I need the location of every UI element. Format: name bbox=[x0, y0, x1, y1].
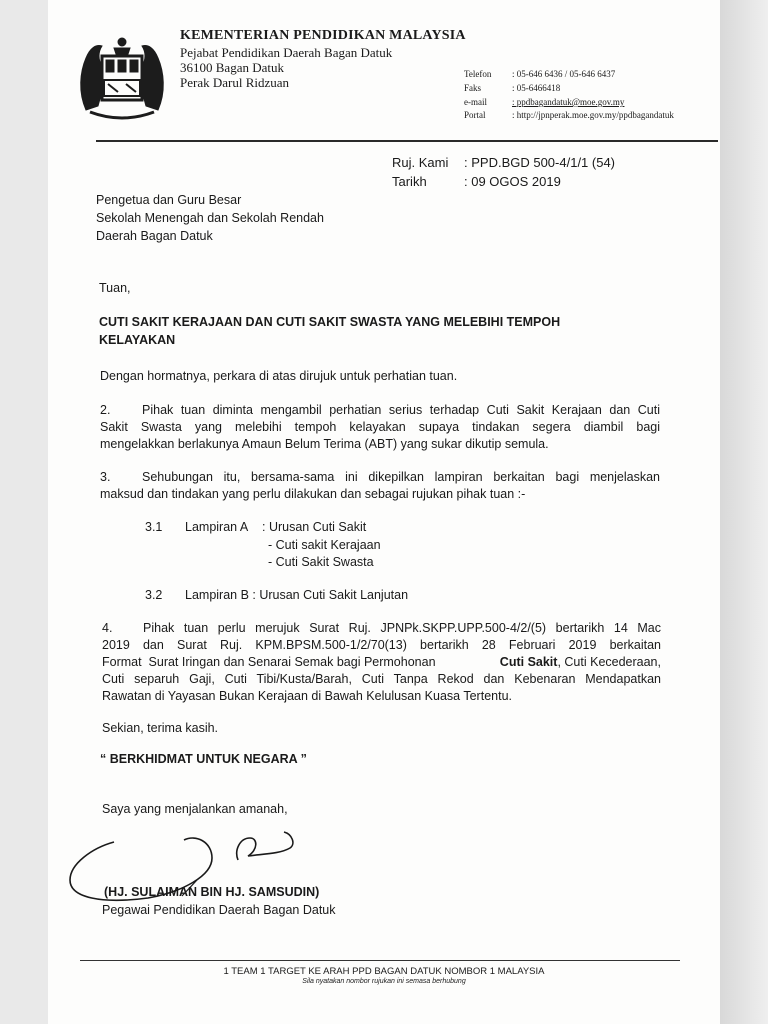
para4-line: Rawatan di Yayasan Bukan Kerajaan di Bawah Kelulusan Kuasa Tertentu. bbox=[102, 689, 512, 703]
para2-number: 2. bbox=[100, 403, 111, 417]
malaysia-coat-of-arms-icon bbox=[72, 32, 172, 122]
footer-divider bbox=[80, 960, 680, 961]
footer-slogan: 1 TEAM 1 TARGET KE ARAH PPD BAGAN DATUK NOMBOR 1 MALAYSIA bbox=[223, 966, 545, 977]
para4-line3-post: , Cuti Kecederaan, bbox=[557, 655, 661, 669]
para4-line: 2019 dan Surat Ruj. KPM.BPSM.500-1/2/70(13) bertarikh 28 Februari 2019 berkaitan bbox=[102, 638, 661, 652]
contact-label-email: e-mail bbox=[464, 97, 487, 107]
para4-line3 bbox=[102, 655, 661, 669]
ruj-kami-label: Ruj. Kami bbox=[392, 155, 449, 170]
office-name: Pejabat Pendidikan Daerah Bagan Datuk bbox=[180, 45, 393, 60]
salutation: Tuan, bbox=[99, 281, 131, 295]
item-3-1-number: 3.1 bbox=[145, 520, 163, 534]
recipient-line: Daerah Bagan Datuk bbox=[96, 229, 213, 243]
office-postcode: 36100 Bagan Datuk bbox=[180, 60, 284, 75]
office-state: Perak Darul Ridzuan bbox=[180, 75, 290, 90]
para3-line: maksud dan tindakan yang perlu dilakukan dan sebagai rujukan pihak tuan :- bbox=[100, 487, 526, 501]
footer-note: Sila nyatakan nombor rujukan ini semasa berhubung bbox=[302, 978, 466, 985]
subject-line: KELAYAKAN bbox=[99, 333, 176, 347]
para4-line: Cuti separuh Gaji, Cuti Tibi/Kusta/Barah, Cuti Tanpa Rekod dan Kebenaran Mendapatkan bbox=[102, 672, 661, 686]
recipient-line: Pengetua dan Guru Besar bbox=[96, 193, 242, 207]
signatory-title: Pegawai Pendidikan Daerah Bagan Datuk bbox=[102, 903, 336, 917]
item-3-2-text: Lampiran B : Urusan Cuti Sakit Lanjutan bbox=[185, 588, 409, 602]
signatory-name: (HJ. SULAIMAN BIN HJ. SAMSUDIN) bbox=[104, 885, 320, 899]
contact-value-faks: : 05-6466418 bbox=[512, 83, 561, 93]
para4-line3-pre: Format Surat Iringan dan Senarai Semak bagi Permohonan bbox=[102, 655, 439, 669]
tarikh-label: Tarikh bbox=[392, 174, 427, 189]
recipient-line: Sekolah Menengah dan Sekolah Rendah bbox=[96, 211, 324, 225]
para2-line: Pihak tuan diminta mengambil perhatian serius terhadap Cuti Sakit Kerajaan dan Cuti bbox=[142, 403, 660, 417]
ruj-kami-value: : PPD.BGD 500-4/1/1 (54) bbox=[464, 155, 616, 170]
contact-value-telefon: : 05-646 6436 / 05-646 6437 bbox=[512, 69, 616, 79]
contact-label-portal: Portal bbox=[464, 110, 486, 120]
tarikh-value: : 09 OGOS 2019 bbox=[464, 174, 561, 189]
contact-label-telefon: Telefon bbox=[464, 69, 492, 79]
ministry-name: KEMENTERIAN PENDIDIKAN MALAYSIA bbox=[180, 28, 466, 43]
letterhead-divider bbox=[96, 140, 718, 142]
subject-line: CUTI SAKIT KERAJAAN DAN CUTI SAKIT SWASTA YANG MELEBIHI TEMPOH bbox=[99, 315, 561, 329]
para4-line: Pihak tuan perlu merujuk Surat Ruj. JPNPk.SKPP.UPP.500-4/2/(5) bertarikh 14 Mac bbox=[143, 621, 661, 635]
closing-text: Sekian, terima kasih. bbox=[102, 721, 219, 735]
item-3-1-label: Lampiran A bbox=[185, 520, 249, 534]
contact-value-portal[interactable]: : http://jpnperak.moe.gov.my/ppdbagandatuk bbox=[512, 110, 674, 120]
para2-line: mengelakkan berlakunya Amaun Belum Terima (ABT) yang sukar dikutip semula. bbox=[100, 437, 549, 451]
para2-line: Sakit Swasta yang melebihi tempoh kelayakan supaya tindakan segera diambil bagi bbox=[100, 420, 660, 434]
contact-value-email[interactable]: : ppdbagandatuk@moe.gov.my bbox=[512, 97, 625, 107]
opening-paragraph: Dengan hormatnya, perkara di atas dirujuk untuk perhatian tuan. bbox=[100, 369, 458, 383]
item-3-1-sub: - Cuti sakit Kerajaan bbox=[268, 538, 381, 552]
trust-line: Saya yang menjalankan amanah, bbox=[102, 802, 288, 816]
para3-line: Sehubungan itu, bersama-sama ini dikepilkan lampiran berkaitan bagi menjelaskan bbox=[142, 470, 660, 484]
scan-edge bbox=[720, 0, 768, 1024]
motto: “ BERKHIDMAT UNTUK NEGARA ” bbox=[100, 752, 307, 766]
contact-label-faks: Faks bbox=[464, 83, 482, 93]
item-3-1-text: : Urusan Cuti Sakit bbox=[262, 520, 367, 534]
para3-number: 3. bbox=[100, 470, 111, 484]
para4-number: 4. bbox=[102, 621, 113, 635]
item-3-2-number: 3.2 bbox=[145, 588, 163, 602]
para4-line3-bold: Cuti Sakit bbox=[499, 655, 558, 669]
item-3-1-sub: - Cuti Sakit Swasta bbox=[268, 555, 374, 569]
